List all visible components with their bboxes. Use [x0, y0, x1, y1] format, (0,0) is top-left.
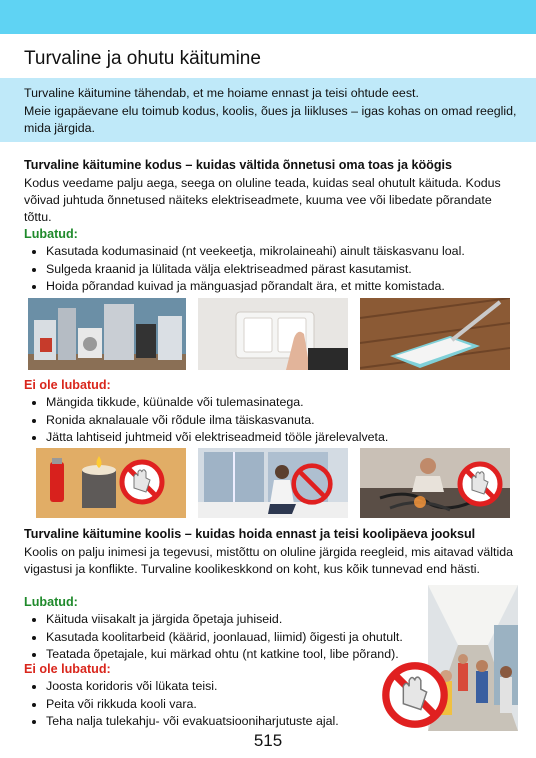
intro-line-2: Meie igapäevane elu toimub kodus, koolis, õues ja liikluses – igas kohas on omad reeglid, mida järgida.: [24, 104, 517, 135]
home-forbidden-label: Ei ole lubatud:: [24, 378, 111, 392]
school-allowed-label: Lubatud:: [24, 595, 78, 609]
intro-line-1: Turvaline käitumine tähendab, et me hoiame ennast ja teisi ohtude eest.: [24, 86, 419, 100]
school-heading: Turvaline käitumine koolis – kuidas hoida ennast ja teisi koolipäeva jooksul: [24, 527, 476, 541]
school-allowed-list: [28, 611, 446, 664]
appliances-image: [28, 298, 186, 370]
list-item: • Joosta koridoris või lükata teisi.: [46, 678, 426, 696]
floor-mop-image: [360, 298, 510, 370]
list-item: • Ronida aknalauale või rõdule ilma täiskasvanuta.: [46, 412, 388, 430]
no-sign-icon: [456, 460, 504, 513]
no-sign-icon: [380, 660, 450, 735]
no-sign-icon: [290, 462, 334, 511]
intro-box: [0, 78, 536, 142]
list-item: • Kasutada koolitarbeid (käärid, joonlauad, liimid) õigesti ja ohutult.: [46, 629, 446, 647]
list-item: • Sulgeda kraanid ja lülitada välja elektriseadmed pärast kasutamist.: [46, 261, 465, 279]
page-number: 515: [253, 731, 283, 750]
home-body: Kodus veedame palju aega, seega on oluline teada, kuidas seal ohutult käituda. Kodus võivad juhtuda õnnetused näiteks elektriseadmete, kuuma vee või libedate põrandate tõttu.: [24, 176, 501, 224]
home-forbidden-list: [28, 394, 388, 447]
list-item: • Jätta lahtiseid juhtmeid või elektriseadmeid tööle järelevalveta.: [46, 429, 388, 447]
list-item: • Mängida tikkude, küünalde või tulemasinatega.: [46, 394, 388, 412]
school-forbidden-list: [28, 678, 426, 731]
list-item: • Teatada õpetajale, kui märkad ohtu (nt katkine tool, libe põrand).: [46, 646, 446, 664]
home-allowed-label: Lubatud:: [24, 227, 78, 241]
school-forbidden-label: Ei ole lubatud:: [24, 662, 111, 676]
top-color-bar: [0, 0, 536, 34]
light-switch-image: [198, 298, 348, 370]
list-item: • Teha nalja tulekahju- või evakuatsiooniharjutuste ajal.: [46, 713, 426, 731]
page-title: Turvaline ja ohutu käitumine: [24, 48, 261, 69]
no-sign-icon: [118, 458, 166, 511]
list-item: • Käituda viisakalt ja järgida õpetaja juhiseid.: [46, 611, 446, 629]
list-item: • Peita või rikkuda kooli vara.: [46, 696, 426, 714]
school-body: Koolis on palju inimesi ja tegevusi, mistõttu on oluline järgida reegleid, mis aitavad vältida vigastusi ja konflikte. Turvaline koolikeskkond on koht, kus kõik tunnevad end hästi.: [24, 545, 514, 576]
home-heading: Turvaline käitumine kodus – kuidas vältida õnnetusi oma toas ja köögis: [24, 158, 453, 172]
list-item: • Kasutada kodumasinaid (nt veekeetja, mikrolaineahi) ainult täiskasvanu loal.: [46, 243, 465, 261]
list-item: • Hoida põrandad kuivad ja mänguasjad põrandalt ära, et mitte komistada.: [46, 278, 465, 296]
home-allowed-list: [28, 243, 465, 296]
